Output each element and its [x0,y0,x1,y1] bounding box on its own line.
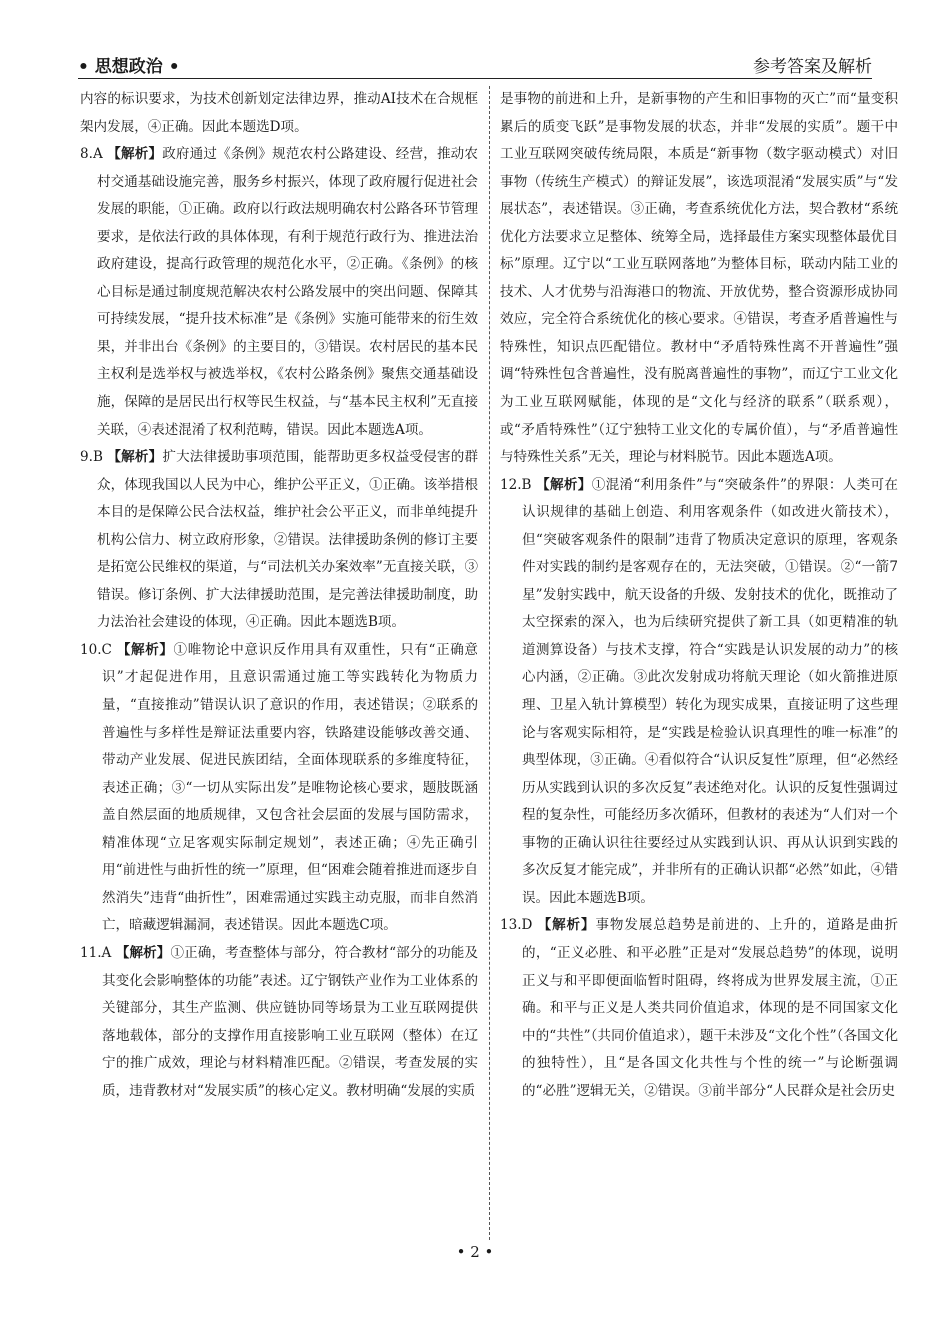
analysis-tag: 【解析】 [537,917,596,934]
analysis-text: 政府通过《条例》规范农村公路建设、经营，推动农村交通基础设施完善，服务乡村振兴，体现了政府履行促进社会发展的职能，①正确。政府以行政法规明确农村公路各环节管理要求，是依法行政的具体体现，有利于规范行政行为、推进法治政府建设，提高行政管理的规范化水平，②正确。《条例》的核心目标是通过制度规范解决农村公路发展中的突出问题、保障其可持续发展，“提升技术标准”是《条例》实施可能带来的衍生效果，并非出台《条例》的主要目的，③错误。农村居民的基本民主权利是选举权与被选举权，《农村公路条例》聚焦交通基础设施，保障的是居民出行权等民生权益，与“基本民主权利”无直接关联，④表述混淆了权利范畴，错误。因此本题选A项。 [97,146,478,438]
continued-text: 是事物的前进和上升，是新事物的产生和旧事物的灭亡”而“量变积累后的质变飞跃”是事物发展的状态，并非“发展的实质”。题干中工业互联网突破传统局限，本质是“新事物（数字驱动模式）对旧事物（传统生产模式）的辩证发展”，该选项混淆“发展实质”与“发展状态”，表述错误。③正确，考查系统优化方法，契合教材“系统优化方法要求立足整体、统筹全局，选择最佳方案实现整体最优目标”原理。辽宁以“工业互联网落地”为整体目标，联动内陆工业的技术、人才优势与沿海港口的物流、开放优势，整合资源形成协同效应，完全符合系统优化的核心要求。④错误，考查矛盾普遍性与特殊性，知识点匹配错位。教材中“矛盾特殊性离不开普遍性”强调“特殊性包含普遍性，没有脱离普遍性的事物”，而辽宁工业文化为工业互联网赋能，体现的是“文化与经济的联系”（联系观），或“矛盾特殊性”（辽宁独特工业文化的专属价值），与“矛盾普遍性与特殊性关系”无关，理论与材料脱节。因此本题选A项。 [500,91,898,466]
answer-item-8 [80,141,478,444]
item-number: 8. [80,146,93,163]
page-number: • 2 • [456,1243,494,1261]
item-answer: C [101,641,112,658]
right-column [500,86,898,1105]
item-number: 11. [80,944,102,961]
item-number: 10. [80,641,102,658]
answer-item-13 [500,912,898,1105]
section-label: 参考答案及解析 [753,57,872,77]
answer-item-12 [500,472,898,913]
analysis-text: ①唯物论中意识反作用具有双重性，只有“正确意识”才起促进作用，且意识需通过施工等实践转化为物质力量，“直接推动”错误认识了意识的作用，表述错误；②联系的普遍性与多样性是辩证法重要内容，铁路建设能够改善交通、带动产业发展、促进民族团结，全面体现联系的多维度特征，表述正确；③“一切从实际出发”是唯物论核心要求，题肢既涵盖自然层面的地质规律，又包含社会层面的发展与国防需求，精准体现“立足客观实际制定规划”，表述正确；④先正确引用“前进性与曲折性的统一”原理，但“困难会随着推进而逐步自然消失”违背“曲折性”，困难需通过实践主动克服，而非自然消亡，暗藏逻辑漏洞，表述错误。因此本题选C项。 [102,641,478,934]
analysis-tag: 【解析】 [116,641,174,658]
item-number: 9. [80,449,93,466]
answer-item-11 [80,940,478,1105]
subject-label: • 思想政治 • [78,57,180,77]
item-answer: A [101,944,112,961]
item-answer: B [521,476,532,493]
column-divider [489,86,490,1240]
answer-item-10 [80,637,478,940]
left-column [80,86,478,1105]
analysis-tag: 【解析】 [115,944,171,961]
analysis-tag: 【解析】 [107,449,163,466]
analysis-tag: 【解析】 [536,476,592,493]
item-number: 13. [500,917,522,934]
continued-text: 内容的标识要求，为技术创新划定法律边界，推动AI技术在合规框架内发展，④正确。因此本题选D项。 [80,91,478,135]
item-number: 12. [500,476,522,493]
analysis-tag: 【解析】 [107,146,163,163]
item-answer: A [92,146,103,163]
analysis-text: ①混淆“利用条件”与“突破条件”的界限：人类可在认识规律的基础上创造、利用客观条件（如改进火箭技术），但“突破客观条件的限制”违背了物质决定意识的原理，客观条件对实践的制约是客观存在的，无法突破，①错误。②“一箭7星”发射实践中，航天设备的升级、发射技术的优化，既推动了太空探索的深入，也为后续研究提供了新工具（如更精准的轨道测算设备）与技术支撑，符合“实践是认识发展的动力”的核心内涵，②正确。③此次发射成功将航天理论（如火箭推进原理、卫星入轨计算模型）转化为现实成果，直接证明了这些理论与客观实际相符，是“实践是检验认识真理性的唯一标准”的典型体现，③正确。④看似符合“认识反复性”原理，但“必然经历从实践到认识的多次反复”表述绝对化。认识的反复性强调过程的复杂性，可能经历多次循环，但教材的表述为“人们对一个事物的正确认识往往要经过从实践到认识、再从认识到实践的多次反复才能完成”，并非所有的正确认识都“必然”如此，④错误。因此本题选B项。 [522,476,898,906]
answer-item-9 [80,444,478,637]
page-header [78,48,872,79]
analysis-text: ①正确，考查整体与部分，符合教材“部分的功能及其变化会影响整体的功能”表述。辽宁钢铁产业作为工业体系的关键部分，其生产监测、供应链协同等场景为工业互联网提供落地载体，部分的支撑作用直接影响工业互联网（整体）在辽宁的推广成效，理论与材料精准匹配。②错误，考查发展的实质，违背教材对“发展实质”的核心定义。教材明确“发展的实质 [102,944,478,1099]
item-answer: B [92,449,103,466]
analysis-text: 事物发展总趋势是前进的、上升的，道路是曲折的，“正义必胜、和平必胜”正是对“发展总趋势”的体现，说明正义与和平即便面临暂时阻碍，终将成为世界发展主流，①正确。和平与正义是人类共同价值追求，体现的是不同国家文化中的“共性”（共同价值追求），题干未涉及“文化个性”（各国文化的独特性），且“是各国文化共性与个性的统一”与论断强调的“必胜”逻辑无关，②错误。③前半部分“人民群众是社会历史 [522,917,898,1099]
item-answer: D [521,917,533,934]
analysis-text: 扩大法律援助事项范围，能帮助更多权益受侵害的群众，体现我国以人民为中心，维护公平正义，①正确。该举措根本目的是保障公民合法权益，维护社会公平正义，而非单纯提升机构公信力、树立政府形象，②错误。法律援助条例的修订主要是拓宽公民维权的渠道，与“司法机关办案效率”无直接关联，③错误。修订条例、扩大法律援助范围，是完善法律援助制度，助力法治社会建设的体现，④正确。因此本题选B项。 [97,449,478,631]
